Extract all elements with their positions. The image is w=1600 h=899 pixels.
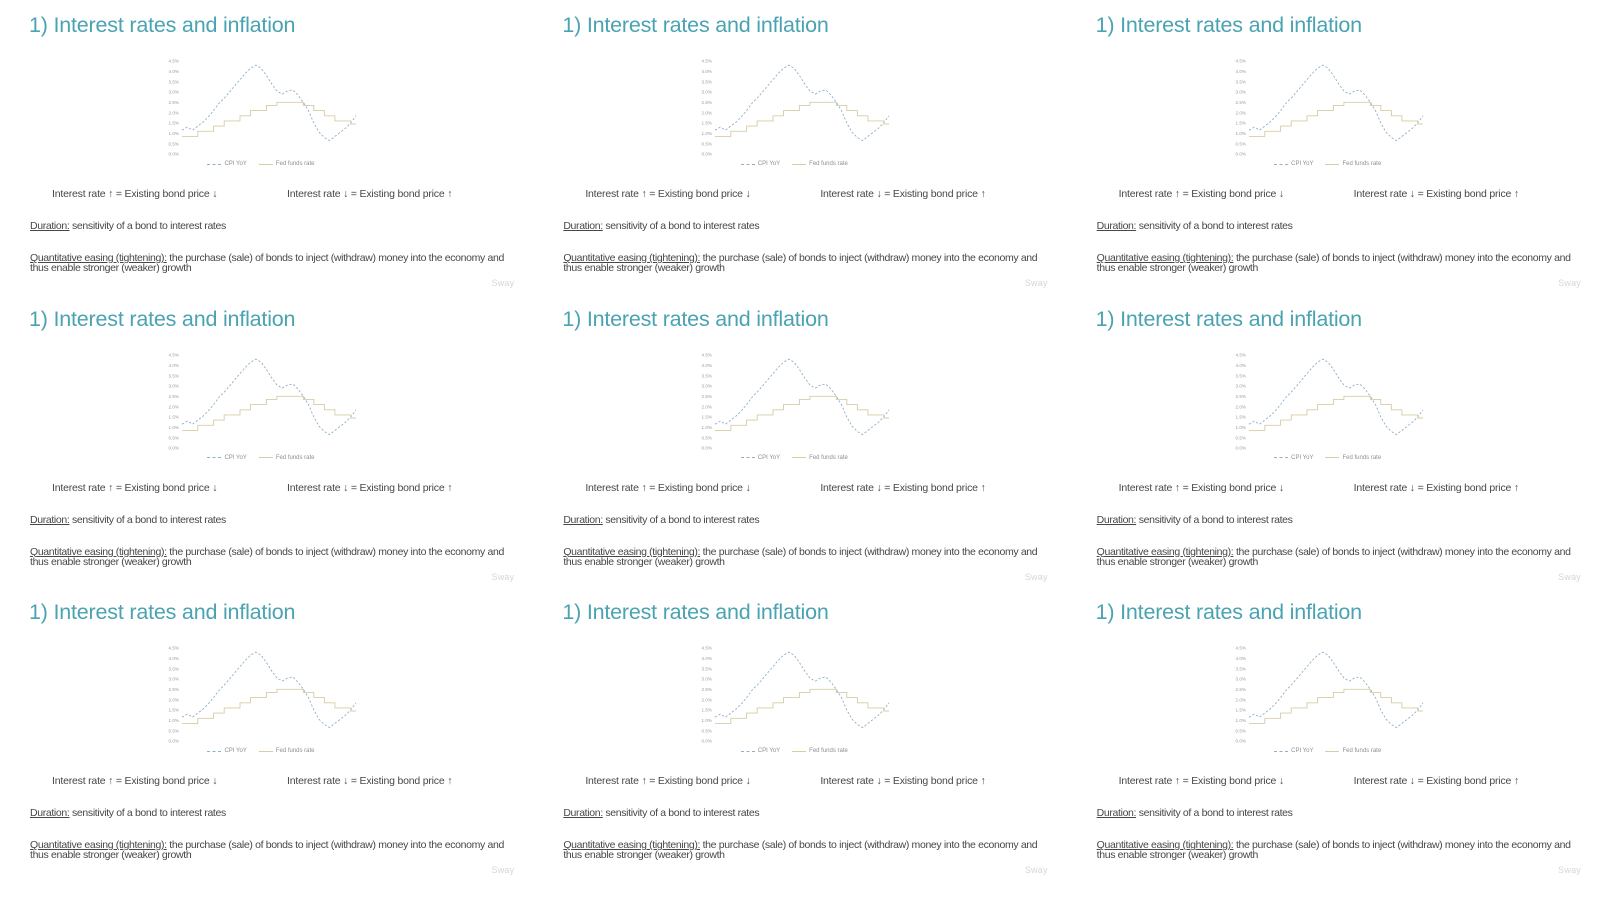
rates-inflation-chart: [689, 643, 893, 747]
statement-rate-up: Interest rate ↑ = Existing bond price ↓: [585, 775, 751, 788]
svg-text:0.0%: 0.0%: [168, 445, 179, 451]
svg-text:4.5%: 4.5%: [701, 58, 713, 64]
chart-legend: [156, 455, 366, 461]
svg-text:0.0%: 0.0%: [168, 738, 179, 744]
solid-line-swatch-icon: [1325, 751, 1339, 752]
slide-title: 1) Interest rates and inflation: [1095, 306, 1362, 331]
legend-item-rate: [792, 455, 848, 461]
svg-text:1.0%: 1.0%: [1235, 718, 1246, 724]
statement-rate-down: Interest rate ↓ = Existing bond price ↑: [1353, 481, 1519, 494]
svg-text:0.0%: 0.0%: [1235, 445, 1246, 451]
qe-definition: [1097, 253, 1577, 273]
duration-definition: [30, 808, 510, 818]
svg-text:0.0%: 0.0%: [1235, 151, 1246, 157]
solid-line-swatch-icon: [1325, 457, 1339, 458]
svg-text:3.5%: 3.5%: [1235, 666, 1246, 672]
qe-term: Quantitative easing (tightening):: [563, 252, 701, 264]
svg-text:2.0%: 2.0%: [701, 697, 713, 703]
duration-text: sensitivity of a bond to interest rates: [69, 807, 226, 820]
svg-text:1.5%: 1.5%: [1235, 707, 1246, 713]
svg-text:3.0%: 3.0%: [168, 676, 179, 682]
qe-text: the purchase (sale) of bonds to inject (withdraw) money into the economy and thus enable stronger (weaker) growth: [563, 252, 1038, 274]
legend-item-cpi: [741, 161, 780, 167]
chart-legend: [156, 161, 366, 167]
svg-text:3.0%: 3.0%: [701, 383, 713, 389]
svg-text:4.0%: 4.0%: [1235, 656, 1246, 662]
slide-tile[interactable]: [1067, 294, 1600, 588]
qe-text: the purchase (sale) of bonds to inject (withdraw) money into the economy and thus enable stronger (weaker) growth: [30, 839, 504, 862]
rates-inflation-chart: [156, 56, 360, 160]
statement-rate-down: Interest rate ↓ = Existing bond price ↑: [1353, 775, 1519, 788]
svg-text:3.0%: 3.0%: [701, 676, 713, 682]
dashed-line-swatch-icon: [741, 457, 755, 458]
svg-text:0.0%: 0.0%: [701, 738, 713, 744]
qe-definition: [563, 547, 1043, 567]
legend-label-rate: Fed funds rate: [1342, 748, 1382, 755]
duration-text: sensitivity of a bond to interest rates: [602, 220, 760, 232]
dashed-line-swatch-icon: [741, 164, 755, 165]
rates-inflation-chart: [689, 56, 893, 160]
svg-text:0.5%: 0.5%: [1235, 434, 1246, 440]
legend-label-cpi: CPI YoY: [757, 748, 781, 755]
sway-watermark: Sway: [491, 278, 515, 288]
sway-watermark: Sway: [491, 571, 515, 582]
statement-rate-up: Interest rate ↑ = Existing bond price ↓: [52, 481, 218, 494]
legend-item-rate: [1325, 455, 1381, 461]
svg-text:4.5%: 4.5%: [1235, 352, 1246, 358]
slide-tile[interactable]: [1067, 587, 1600, 881]
qe-term: Quantitative easing (tightening):: [1096, 839, 1234, 852]
svg-text:4.5%: 4.5%: [1235, 58, 1246, 64]
qe-text: the purchase (sale) of bonds to inject (withdraw) money into the economy and thus enable stronger (weaker) growth: [30, 545, 504, 568]
slide-tile[interactable]: [0, 587, 533, 881]
chart-area: [689, 350, 899, 461]
svg-text:0.5%: 0.5%: [1235, 141, 1246, 147]
duration-term: Duration:: [1096, 220, 1137, 232]
svg-text:3.0%: 3.0%: [701, 89, 713, 95]
dashed-line-swatch-icon: [741, 751, 755, 752]
legend-item-cpi: [207, 161, 246, 167]
legend-label-rate: Fed funds rate: [809, 748, 848, 755]
chart-area: [1223, 643, 1433, 754]
legend-label-cpi: CPI YoY: [757, 454, 781, 461]
svg-text:2.5%: 2.5%: [1235, 100, 1246, 106]
legend-item-cpi: [741, 455, 780, 461]
svg-text:2.0%: 2.0%: [168, 403, 179, 409]
qe-term: Quantitative easing (tightening):: [30, 252, 167, 264]
svg-text:0.0%: 0.0%: [168, 151, 179, 157]
svg-text:3.0%: 3.0%: [168, 89, 179, 95]
duration-text: sensitivity of a bond to interest rates: [69, 513, 226, 526]
legend-item-cpi: [1274, 161, 1313, 167]
svg-text:2.5%: 2.5%: [701, 100, 713, 106]
svg-text:1.0%: 1.0%: [701, 718, 713, 724]
statement-rate-down: Interest rate ↓ = Existing bond price ↑: [820, 481, 986, 494]
svg-text:3.0%: 3.0%: [168, 383, 179, 389]
qe-text: the purchase (sale) of bonds to inject (withdraw) money into the economy and thus enable stronger (weaker) growth: [1096, 839, 1571, 862]
chart-legend: [689, 455, 899, 461]
qe-term: Quantitative easing (tightening):: [1096, 545, 1234, 558]
slide-tile[interactable]: [533, 587, 1066, 881]
chart-area: [689, 56, 899, 167]
svg-text:2.0%: 2.0%: [1235, 697, 1246, 703]
statement-rate-down: Interest rate ↓ = Existing bond price ↑: [820, 188, 986, 200]
svg-text:2.5%: 2.5%: [701, 687, 713, 693]
slide-title: 1) Interest rates and inflation: [29, 600, 296, 625]
svg-text:4.5%: 4.5%: [1235, 645, 1246, 651]
statement-rate-up: Interest rate ↑ = Existing bond price ↓: [1118, 188, 1284, 200]
solid-line-swatch-icon: [792, 164, 806, 165]
svg-text:0.5%: 0.5%: [168, 728, 179, 734]
legend-label-cpi: CPI YoY: [224, 748, 247, 755]
sway-watermark: Sway: [1024, 865, 1048, 876]
legend-label-cpi: CPI YoY: [757, 161, 781, 167]
legend-item-rate: [792, 748, 848, 754]
svg-text:0.0%: 0.0%: [701, 151, 713, 157]
svg-text:4.5%: 4.5%: [168, 645, 179, 651]
svg-text:0.5%: 0.5%: [168, 434, 179, 440]
svg-text:1.0%: 1.0%: [168, 718, 179, 724]
svg-text:3.5%: 3.5%: [168, 372, 179, 378]
svg-text:1.5%: 1.5%: [1235, 414, 1246, 420]
svg-text:0.0%: 0.0%: [701, 445, 713, 451]
duration-definition: [563, 515, 1043, 525]
rates-inflation-chart: [689, 350, 893, 454]
legend-item-cpi: [741, 748, 780, 754]
qe-text: the purchase (sale) of bonds to inject (withdraw) money into the economy and thus enable stronger (weaker) growth: [563, 839, 1038, 862]
legend-label-rate: Fed funds rate: [1342, 454, 1382, 461]
legend-label-rate: Fed funds rate: [275, 161, 315, 167]
qe-definition: [563, 253, 1043, 273]
qe-definition: [563, 840, 1043, 860]
svg-text:1.5%: 1.5%: [701, 707, 713, 713]
legend-item-rate: [259, 455, 315, 461]
statement-rate-down: Interest rate ↓ = Existing bond price ↑: [287, 481, 453, 494]
svg-text:1.0%: 1.0%: [168, 424, 179, 430]
svg-text:3.5%: 3.5%: [168, 79, 179, 85]
legend-label-rate: Fed funds rate: [275, 454, 315, 461]
duration-definition: [1097, 515, 1577, 525]
statement-rate-up: Interest rate ↑ = Existing bond price ↓: [52, 188, 218, 200]
statement-rate-down: Interest rate ↓ = Existing bond price ↑: [287, 188, 453, 200]
chart-legend: [1223, 748, 1433, 754]
svg-text:1.0%: 1.0%: [1235, 131, 1246, 137]
svg-text:1.0%: 1.0%: [168, 131, 179, 137]
slide-title: 1) Interest rates and inflation: [29, 306, 296, 331]
chart-legend: [689, 161, 899, 167]
statement-rate-down: Interest rate ↓ = Existing bond price ↑: [820, 775, 986, 788]
duration-definition: [1097, 808, 1577, 818]
svg-text:1.0%: 1.0%: [1235, 424, 1246, 430]
qe-term: Quantitative easing (tightening):: [563, 545, 701, 558]
legend-item-cpi: [1274, 455, 1313, 461]
slide-title: 1) Interest rates and inflation: [562, 13, 829, 37]
slide-title: 1) Interest rates and inflation: [29, 13, 296, 37]
duration-term: Duration:: [563, 807, 603, 820]
solid-line-swatch-icon: [792, 457, 806, 458]
svg-text:3.0%: 3.0%: [1235, 676, 1246, 682]
svg-text:4.5%: 4.5%: [168, 352, 179, 358]
legend-label-cpi: CPI YoY: [224, 161, 247, 167]
duration-text: sensitivity of a bond to interest rates: [602, 807, 760, 820]
legend-item-rate: [259, 161, 315, 167]
dashed-line-swatch-icon: [1274, 457, 1288, 458]
svg-text:2.0%: 2.0%: [1235, 110, 1246, 116]
svg-text:2.5%: 2.5%: [168, 393, 179, 399]
slide-tile[interactable]: [0, 0, 533, 294]
sway-watermark: Sway: [1024, 278, 1048, 288]
qe-definition: [1097, 547, 1577, 567]
rates-inflation-chart: [1223, 56, 1427, 160]
duration-text: sensitivity of a bond to interest rates: [1136, 807, 1293, 820]
legend-label-cpi: CPI YoY: [1291, 454, 1314, 461]
svg-text:1.5%: 1.5%: [701, 120, 713, 126]
svg-text:2.0%: 2.0%: [1235, 403, 1246, 409]
chart-area: [1223, 350, 1433, 461]
qe-text: the purchase (sale) of bonds to inject (withdraw) money into the economy and thus enable stronger (weaker) growth: [30, 252, 504, 274]
svg-text:0.5%: 0.5%: [701, 434, 713, 440]
slide-title: 1) Interest rates and inflation: [1095, 13, 1362, 37]
qe-definition: [30, 253, 510, 273]
qe-definition: [30, 547, 510, 567]
duration-term: Duration:: [30, 807, 70, 820]
statement-rate-down: Interest rate ↓ = Existing bond price ↑: [287, 775, 453, 788]
svg-text:4.0%: 4.0%: [701, 69, 713, 75]
legend-item-cpi: [207, 748, 246, 754]
svg-text:3.5%: 3.5%: [1235, 372, 1246, 378]
duration-term: Duration:: [1096, 807, 1137, 820]
svg-text:2.5%: 2.5%: [168, 100, 179, 106]
chart-area: [1223, 56, 1433, 167]
chart-area: [156, 56, 366, 167]
svg-text:4.0%: 4.0%: [1235, 69, 1246, 75]
duration-text: sensitivity of a bond to interest rates: [602, 513, 760, 526]
slide-tile[interactable]: [533, 0, 1066, 294]
sway-watermark: Sway: [1024, 571, 1048, 582]
svg-text:2.5%: 2.5%: [1235, 393, 1246, 399]
svg-text:1.5%: 1.5%: [701, 414, 713, 420]
chart-area: [156, 350, 366, 461]
duration-text: sensitivity of a bond to interest rates: [69, 220, 226, 232]
svg-text:2.0%: 2.0%: [701, 403, 713, 409]
svg-text:4.5%: 4.5%: [701, 352, 713, 358]
duration-text: sensitivity of a bond to interest rates: [1136, 513, 1293, 526]
sway-watermark: Sway: [491, 865, 515, 876]
dashed-line-swatch-icon: [1274, 164, 1288, 165]
duration-term: Duration:: [563, 513, 603, 526]
legend-item-rate: [1325, 748, 1381, 754]
svg-text:2.5%: 2.5%: [701, 393, 713, 399]
statement-rate-up: Interest rate ↑ = Existing bond price ↓: [52, 775, 218, 788]
qe-text: the purchase (sale) of bonds to inject (withdraw) money into the economy and thus enable stronger (weaker) growth: [1096, 252, 1571, 274]
sway-watermark: Sway: [1558, 865, 1581, 876]
chart-legend: [1223, 455, 1433, 461]
duration-definition: [563, 808, 1043, 818]
duration-term: Duration:: [1096, 513, 1137, 526]
duration-text: sensitivity of a bond to interest rates: [1136, 220, 1293, 232]
legend-item-rate: [792, 161, 848, 167]
svg-text:1.5%: 1.5%: [168, 414, 179, 420]
sway-watermark: Sway: [1558, 278, 1581, 288]
chart-area: [156, 643, 366, 754]
legend-item-cpi: [1274, 748, 1313, 754]
slide-tile[interactable]: [533, 294, 1066, 588]
svg-text:0.0%: 0.0%: [1235, 738, 1246, 744]
svg-text:1.0%: 1.0%: [701, 131, 713, 137]
svg-text:3.5%: 3.5%: [701, 666, 713, 672]
slide-title: 1) Interest rates and inflation: [562, 306, 829, 331]
qe-text: the purchase (sale) of bonds to inject (withdraw) money into the economy and thus enable stronger (weaker) growth: [563, 545, 1038, 568]
svg-text:4.5%: 4.5%: [168, 58, 179, 64]
sway-watermark: Sway: [1558, 571, 1581, 582]
legend-item-cpi: [207, 455, 246, 461]
slide-tile[interactable]: [1067, 0, 1600, 294]
slide-tile[interactable]: [0, 294, 533, 588]
duration-definition: [1097, 221, 1577, 231]
duration-term: Duration:: [30, 220, 70, 232]
slide-title: 1) Interest rates and inflation: [1095, 600, 1362, 625]
rates-inflation-chart: [1223, 643, 1427, 747]
duration-definition: [30, 515, 510, 525]
qe-text: the purchase (sale) of bonds to inject (withdraw) money into the economy and thus enable stronger (weaker) growth: [1096, 545, 1571, 568]
svg-text:4.0%: 4.0%: [168, 656, 179, 662]
svg-text:2.5%: 2.5%: [168, 687, 179, 693]
svg-text:3.0%: 3.0%: [1235, 383, 1246, 389]
svg-text:3.5%: 3.5%: [168, 666, 179, 672]
slide-title: 1) Interest rates and inflation: [562, 600, 829, 625]
solid-line-swatch-icon: [259, 751, 273, 752]
rates-inflation-chart: [156, 643, 360, 747]
duration-term: Duration:: [563, 220, 603, 232]
legend-item-rate: [259, 748, 315, 754]
duration-definition: [30, 221, 510, 231]
solid-line-swatch-icon: [1325, 164, 1339, 165]
svg-text:1.5%: 1.5%: [1235, 120, 1246, 126]
svg-text:0.5%: 0.5%: [701, 141, 713, 147]
legend-label-cpi: CPI YoY: [1291, 161, 1314, 167]
legend-item-rate: [1325, 161, 1381, 167]
legend-label-rate: Fed funds rate: [1342, 161, 1382, 167]
svg-text:0.5%: 0.5%: [1235, 728, 1246, 734]
chart-legend: [1223, 161, 1433, 167]
svg-text:3.5%: 3.5%: [701, 372, 713, 378]
qe-term: Quantitative easing (tightening):: [563, 839, 701, 852]
rates-inflation-chart: [1223, 350, 1427, 454]
legend-label-cpi: CPI YoY: [1291, 748, 1314, 755]
dashed-line-swatch-icon: [207, 751, 221, 752]
svg-text:2.5%: 2.5%: [1235, 687, 1246, 693]
qe-definition: [30, 840, 510, 860]
statement-rate-down: Interest rate ↓ = Existing bond price ↑: [1353, 188, 1519, 200]
svg-text:3.0%: 3.0%: [1235, 89, 1246, 95]
svg-text:4.0%: 4.0%: [168, 362, 179, 368]
solid-line-swatch-icon: [259, 164, 273, 165]
svg-text:1.5%: 1.5%: [168, 707, 179, 713]
qe-term: Quantitative easing (tightening):: [30, 839, 167, 852]
svg-text:2.0%: 2.0%: [168, 110, 179, 116]
solid-line-swatch-icon: [259, 457, 273, 458]
legend-label-cpi: CPI YoY: [224, 454, 247, 461]
svg-text:2.0%: 2.0%: [701, 110, 713, 116]
qe-definition: [1097, 840, 1577, 860]
svg-text:4.0%: 4.0%: [1235, 362, 1246, 368]
svg-text:3.5%: 3.5%: [701, 79, 713, 85]
svg-text:4.0%: 4.0%: [701, 362, 713, 368]
duration-definition: [563, 221, 1043, 231]
rates-inflation-chart: [156, 350, 360, 454]
qe-term: Quantitative easing (tightening):: [30, 545, 167, 558]
chart-area: [689, 643, 899, 754]
svg-text:1.5%: 1.5%: [168, 120, 179, 126]
svg-text:2.0%: 2.0%: [168, 697, 179, 703]
qe-term: Quantitative easing (tightening):: [1096, 252, 1234, 264]
dashed-line-swatch-icon: [207, 457, 221, 458]
statement-rate-up: Interest rate ↑ = Existing bond price ↓: [1118, 481, 1284, 494]
svg-text:0.5%: 0.5%: [168, 141, 179, 147]
legend-label-rate: Fed funds rate: [809, 454, 848, 461]
legend-label-rate: Fed funds rate: [809, 161, 848, 167]
solid-line-swatch-icon: [792, 751, 806, 752]
dashed-line-swatch-icon: [1274, 751, 1288, 752]
svg-text:0.5%: 0.5%: [701, 728, 713, 734]
legend-label-rate: Fed funds rate: [275, 748, 315, 755]
statement-rate-up: Interest rate ↑ = Existing bond price ↓: [585, 188, 751, 200]
statement-rate-up: Interest rate ↑ = Existing bond price ↓: [1118, 775, 1284, 788]
svg-text:1.0%: 1.0%: [701, 424, 713, 430]
chart-legend: [156, 748, 366, 754]
statement-rate-up: Interest rate ↑ = Existing bond price ↓: [585, 481, 751, 494]
svg-text:3.5%: 3.5%: [1235, 79, 1246, 85]
chart-legend: [689, 748, 899, 754]
duration-term: Duration:: [30, 513, 70, 526]
svg-text:4.0%: 4.0%: [168, 69, 179, 75]
svg-text:4.0%: 4.0%: [701, 656, 713, 662]
svg-text:4.5%: 4.5%: [701, 645, 713, 651]
dashed-line-swatch-icon: [207, 164, 221, 165]
